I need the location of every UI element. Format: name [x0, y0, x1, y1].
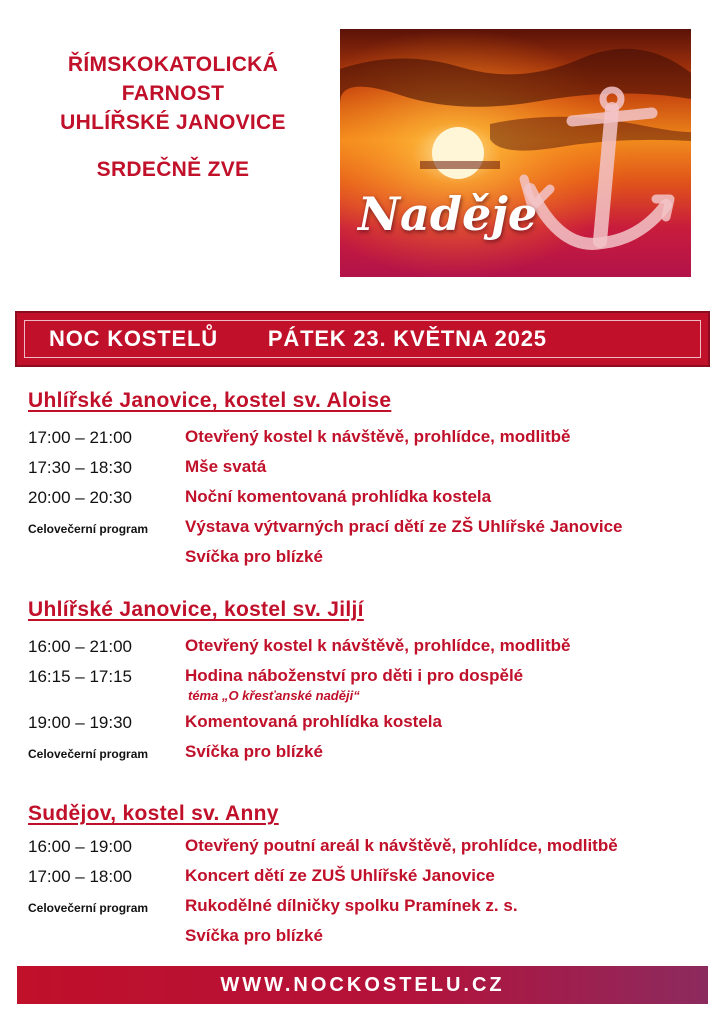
- program-row: [28, 425, 708, 455]
- program-row: [28, 545, 708, 575]
- parish-line-3: UHLÍŘSKÉ JANOVICE: [60, 111, 286, 134]
- row-event: Rukodělné dílničky spolku Pramínek z. s.: [185, 896, 518, 915]
- program-row: [28, 485, 708, 515]
- row-time: 17:30 – 18:30: [28, 458, 132, 477]
- row-time: 16:00 – 19:00: [28, 837, 132, 856]
- row-event: Svíčka pro blízké: [185, 742, 323, 761]
- program-section: [28, 389, 708, 575]
- hope-poster-image: [340, 29, 691, 277]
- website-link[interactable]: WWW.NOCKOSTELU.CZ: [220, 973, 505, 996]
- program-row: [28, 455, 708, 485]
- row-time: 16:15 – 17:15: [28, 667, 132, 686]
- program-row: [28, 834, 708, 864]
- row-time: 17:00 – 21:00: [28, 428, 132, 447]
- parish-header: [18, 50, 328, 184]
- banner-title: NOC KOSTELŮ: [49, 326, 218, 351]
- row-event: Otevřený kostel k návštěvě, prohlídce, modlitbě: [185, 427, 571, 446]
- program-row: [28, 740, 708, 770]
- program-row: [28, 864, 708, 894]
- row-event: Otevřený kostel k návštěvě, prohlídce, modlitbě: [185, 636, 571, 655]
- footer-bar: [17, 966, 708, 1004]
- row-event: Mše svatá: [185, 457, 267, 476]
- program-section: [28, 598, 708, 770]
- event-banner: [17, 313, 708, 365]
- row-subtitle: téma „O křesťanské naději“: [188, 688, 360, 703]
- row-event: Koncert dětí ze ZUŠ Uhlířské Janovice: [185, 866, 495, 885]
- row-event: Hodina náboženství pro děti i pro dospělé: [185, 666, 524, 685]
- section-title: Sudějov, kostel sv. Anny: [28, 802, 279, 825]
- banner-date: PÁTEK 23. KVĚTNA 2025: [267, 326, 547, 351]
- row-time: Celovečerní program: [28, 522, 149, 536]
- row-event: Výstava výtvarných prací dětí ze ZŠ Uhlířské Janovice: [185, 517, 623, 536]
- row-event: Komentovaná prohlídka kostela: [185, 712, 442, 731]
- row-time: Celovečerní program: [28, 901, 149, 915]
- row-time: 20:00 – 20:30: [28, 488, 132, 507]
- program-row: [28, 664, 708, 710]
- row-event: Otevřený poutní areál k návštěvě, prohlídce, modlitbě: [185, 836, 618, 855]
- program-row: [28, 634, 708, 664]
- invite-text: SRDEČNĚ ZVE: [96, 158, 250, 181]
- program-row: [28, 710, 708, 740]
- row-event: Svíčka pro blízké: [185, 926, 323, 945]
- parish-line-2: FARNOST: [121, 82, 225, 105]
- program-row: [28, 924, 708, 954]
- row-time: Celovečerní program: [28, 747, 149, 761]
- row-event: Noční komentovaná prohlídka kostela: [185, 487, 492, 506]
- program-row: [28, 515, 708, 545]
- row-time: 17:00 – 18:00: [28, 867, 132, 886]
- parish-line-1: ŘÍMSKOKATOLICKÁ: [67, 53, 279, 76]
- section-title: Uhlířské Janovice, kostel sv. Aloise: [28, 389, 392, 412]
- poster-title: Naděje: [358, 187, 538, 241]
- row-time: 16:00 – 21:00: [28, 637, 132, 656]
- program-row: [28, 894, 708, 924]
- section-title: Uhlířské Janovice, kostel sv. Jiljí: [28, 598, 364, 621]
- program-section: [28, 802, 708, 954]
- row-event: Svíčka pro blízké: [185, 547, 323, 566]
- row-time: 19:00 – 19:30: [28, 713, 132, 732]
